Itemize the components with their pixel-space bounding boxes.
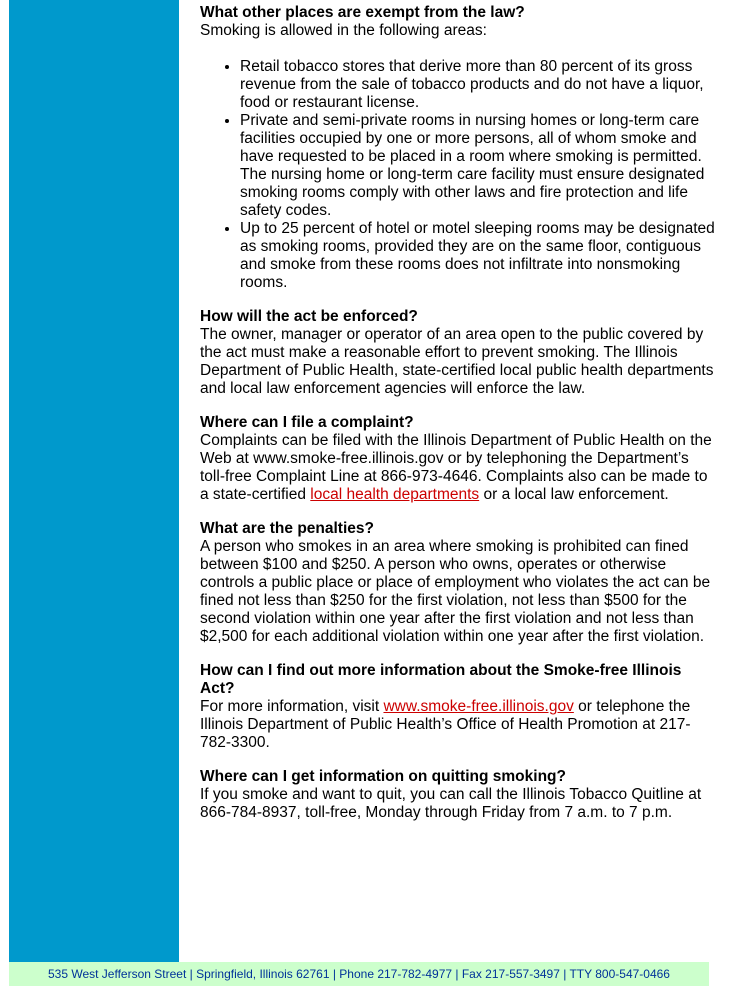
answer-text-after: or telephone the Illinois Department of Public Health’s Office of Health Promotion at 217-782-3300.: [200, 698, 691, 751]
answer-text-before: For more information, visit: [200, 698, 384, 715]
faq-penalties: [200, 520, 715, 646]
answer-intro: Smoking is allowed in the following areas:: [200, 22, 487, 39]
question-heading: Where can I file a complaint?: [200, 414, 414, 431]
answer-text: The owner, manager or operator of an area open to the public covered by the act must make a reasonable effort to prevent smoking. The Illinois Department of Public Health, state-certified local public health departments and local law enforcement agencies will enforce the law.: [200, 326, 714, 397]
question-heading: How can I find out more information about the Smoke-free Illinois Act?: [200, 662, 682, 697]
answer-text: If you smoke and want to quit, you can call the Illinois Tobacco Quitline at 866-784-8937, toll-free, Monday through Friday from 7 a.m. to 7 p.m.: [200, 786, 702, 821]
left-sidebar-bar: [9, 0, 179, 962]
question-heading: Where can I get information on quitting smoking?: [200, 768, 566, 785]
list-item: • Private and semi-private rooms in nursing homes or long-term care facilities occupied by one or more persons, all of whom smoke and have requested to be placed in a room where smoking is permitted. The nursing home or long-term care facility must ensure designated smoking rooms comply with other laws and fire protection and life safety codes.: [240, 112, 715, 220]
faq-exempt-places: [200, 4, 715, 292]
answer-text: A person who smokes in an area where smoking is prohibited can fined between $100 and $250. A person who owns, operates or otherwise controls a public place or place of employment who violates the act can be fined not less than $250 for the first violation, not less than $500 for the second violation within one year after the first violation and not less than $2,500 for each additional violation within one year after the first violation.: [200, 538, 711, 645]
footer-contact-bar: 535 West Jefferson Street | Springfield, Illinois 62761 | Phone 217-782-4977 | Fax 217-557-3497 | TTY 800-547-0466: [9, 962, 709, 986]
question-heading: What other places are exempt from the law?: [200, 4, 525, 21]
faq-enforcement: [200, 308, 715, 398]
smoke-free-website-link[interactable]: www.smoke-free.illinois.gov: [383, 698, 574, 715]
question-heading: How will the act be enforced?: [200, 308, 418, 325]
faq-more-info: [200, 662, 715, 752]
exempt-list: [200, 58, 715, 292]
answer-text: [200, 698, 715, 752]
list-item: • Up to 25 percent of hotel or motel sleeping rooms may be designated as smoking rooms, provided they are on the same floor, contiguous and smoke from these rooms does not infiltrate into nonsmoking rooms.: [240, 220, 715, 292]
list-item: • Retail tobacco stores that derive more than 80 percent of its gross revenue from the sale of tobacco products and do not have a liquor, food or restaurant license.: [240, 58, 715, 112]
faq-quitting: [200, 768, 715, 822]
question-heading: What are the penalties?: [200, 520, 374, 537]
local-health-departments-link[interactable]: local health departments: [310, 486, 480, 503]
answer-text: [200, 432, 715, 504]
main-content: [200, 4, 715, 838]
answer-text-after: or a local law enforcement.: [479, 486, 669, 503]
faq-complaint: [200, 414, 715, 504]
answer-text-before: Complaints can be filed with the Illinois Department of Public Health on the Web at www.smoke-free.illinois.gov or by telephoning the Department’s toll-free Complaint Line at 866-973-4646. Complaints also can be made to a state-certified: [200, 432, 712, 503]
